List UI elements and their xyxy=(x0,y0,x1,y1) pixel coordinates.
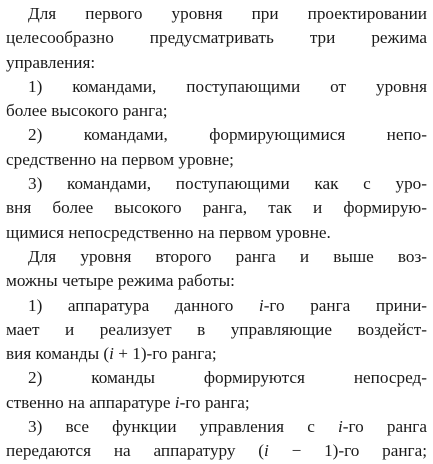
text-line: 1) командами, поступающими от уровня xyxy=(28,76,427,96)
text-line: управления: xyxy=(6,52,96,72)
text-line: более высокого ранга; xyxy=(6,101,168,121)
text-line: 2) командами, формирующимися непо- xyxy=(28,125,427,145)
text-line: 3) командами, поступающими как с уро- xyxy=(28,174,427,194)
text-line: вия команды (i + 1)-го ранга; xyxy=(6,344,217,364)
text-line: мает и реализует в управляющие воздейст- xyxy=(6,319,427,339)
text-line: 2) команды формируются непосред- xyxy=(28,368,427,388)
text-line: ственно на аппаратуре i-го ранга; xyxy=(6,392,250,412)
text-line: Для первого уровня при проектировании xyxy=(28,4,427,23)
text-line: средственно на первом уровне; xyxy=(6,149,234,169)
text-line: передаются на аппаратуру (i − 1)-го ранга; xyxy=(6,441,427,461)
text-line: щимися непосредственно на первом уровне. xyxy=(6,222,331,242)
text-line: 3) все функции управления с i-го ранга xyxy=(28,417,427,437)
text-line: вня более высокого ранга, так и формирую- xyxy=(6,198,427,218)
body-text xyxy=(6,2,427,464)
text-line: Для уровня второго ранга и выше воз- xyxy=(28,246,427,266)
text-line: 1) аппаратура данного i-го ранга прини- xyxy=(28,295,427,315)
text-line: целесообразно предусматривать три режима xyxy=(6,28,427,48)
text-line: можны четыре режима работы: xyxy=(6,271,235,291)
